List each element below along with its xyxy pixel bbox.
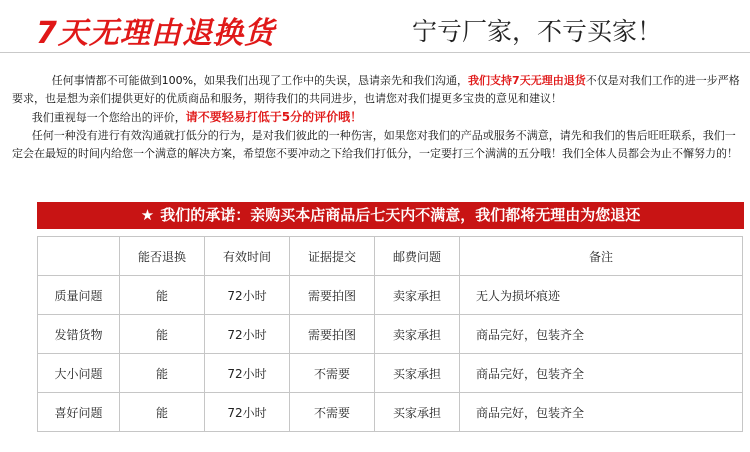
table-row (38, 393, 743, 432)
row-label: 质量问题 (38, 276, 120, 315)
intro-p1-text-b: 不仅是对我们工作的进一步严格要求，也是想为亲们提供更好的优质商品和服务，期待我们的共同进步，也请您对我们提更多宝贵的意见和建议！ (12, 74, 740, 105)
table-cell-note: 商品完好，包装齐全 (460, 315, 743, 354)
table-cell-note: 无人为损坏痕迹 (460, 276, 743, 315)
column-header: 能否退换 (120, 237, 205, 276)
table-cell: 能 (120, 393, 205, 432)
table-cell: 买家承担 (375, 354, 460, 393)
table-cell-note: 商品完好，包装齐全 (460, 354, 743, 393)
intro-paragraph-1 (12, 72, 740, 108)
star-icon: ★ (140, 206, 155, 224)
table-cell: 卖家承担 (375, 315, 460, 354)
return-policy-table (37, 236, 743, 432)
table-cell: 卖家承担 (375, 276, 460, 315)
intro-paragraph-3: 任何一种没有进行有效沟通就打低分的行为，是对我们彼此的一种伤害，如果您对我们的产品或服务不满意，请先和我们的售后旺旺联系，我们一定会在最短的时间内给您一个满意的解决方案，希望您不要冲动之下给我们打低分，一定要打三个满满的五分哦！我们全体人员都会为止不懈努力的！ (12, 129, 738, 160)
row-label: 喜好问题 (38, 393, 120, 432)
intro-p2-text-a: 我们重视每一个您给出的评价， (31, 111, 186, 124)
row-label: 发错货物 (38, 315, 120, 354)
table-row (38, 315, 743, 354)
intro-text (12, 72, 740, 163)
column-header (38, 237, 120, 276)
page-header (0, 0, 750, 58)
table-cell: 72小时 (205, 393, 290, 432)
promise-banner (37, 202, 744, 229)
promise-text: 我们的承诺：亲购买本店商品后七天内不满意，我们都将无理由为您退还 (160, 206, 641, 224)
table-row (38, 354, 743, 393)
intro-p2-highlight: 请不要轻易打低于5分的评价哦！ (185, 110, 363, 124)
intro-paragraph-2 (12, 108, 740, 127)
table-cell: 能 (120, 354, 205, 393)
table-cell: 72小时 (205, 354, 290, 393)
column-header: 邮费问题 (375, 237, 460, 276)
table-cell: 不需要 (290, 393, 375, 432)
column-header: 备注 (460, 237, 743, 276)
header-divider (0, 52, 750, 53)
table-cell: 买家承担 (375, 393, 460, 432)
table-cell: 能 (120, 315, 205, 354)
column-header: 有效时间 (205, 237, 290, 276)
table-cell-note: 商品完好，包装齐全 (460, 393, 743, 432)
table-cell: 需要拍图 (290, 276, 375, 315)
table-row (38, 276, 743, 315)
column-header: 证据提交 (290, 237, 375, 276)
slogan: 宁亏厂家，不亏买家！ (412, 17, 663, 46)
table-cell: 72小时 (205, 315, 290, 354)
table-cell: 72小时 (205, 276, 290, 315)
table-header-row (38, 237, 743, 276)
intro-p1-text-a: 任何事情都不可能做到100%，如果我们出现了工作中的失误，恳请亲先和我们沟通， (51, 74, 469, 87)
table-cell: 能 (120, 276, 205, 315)
table-cell: 需要拍图 (290, 315, 375, 354)
return-policy-title: 7天无理由退换货 (36, 16, 275, 51)
intro-p1-highlight: 我们支持7天无理由退货 (468, 74, 586, 87)
table-cell: 不需要 (290, 354, 375, 393)
row-label: 大小问题 (38, 354, 120, 393)
